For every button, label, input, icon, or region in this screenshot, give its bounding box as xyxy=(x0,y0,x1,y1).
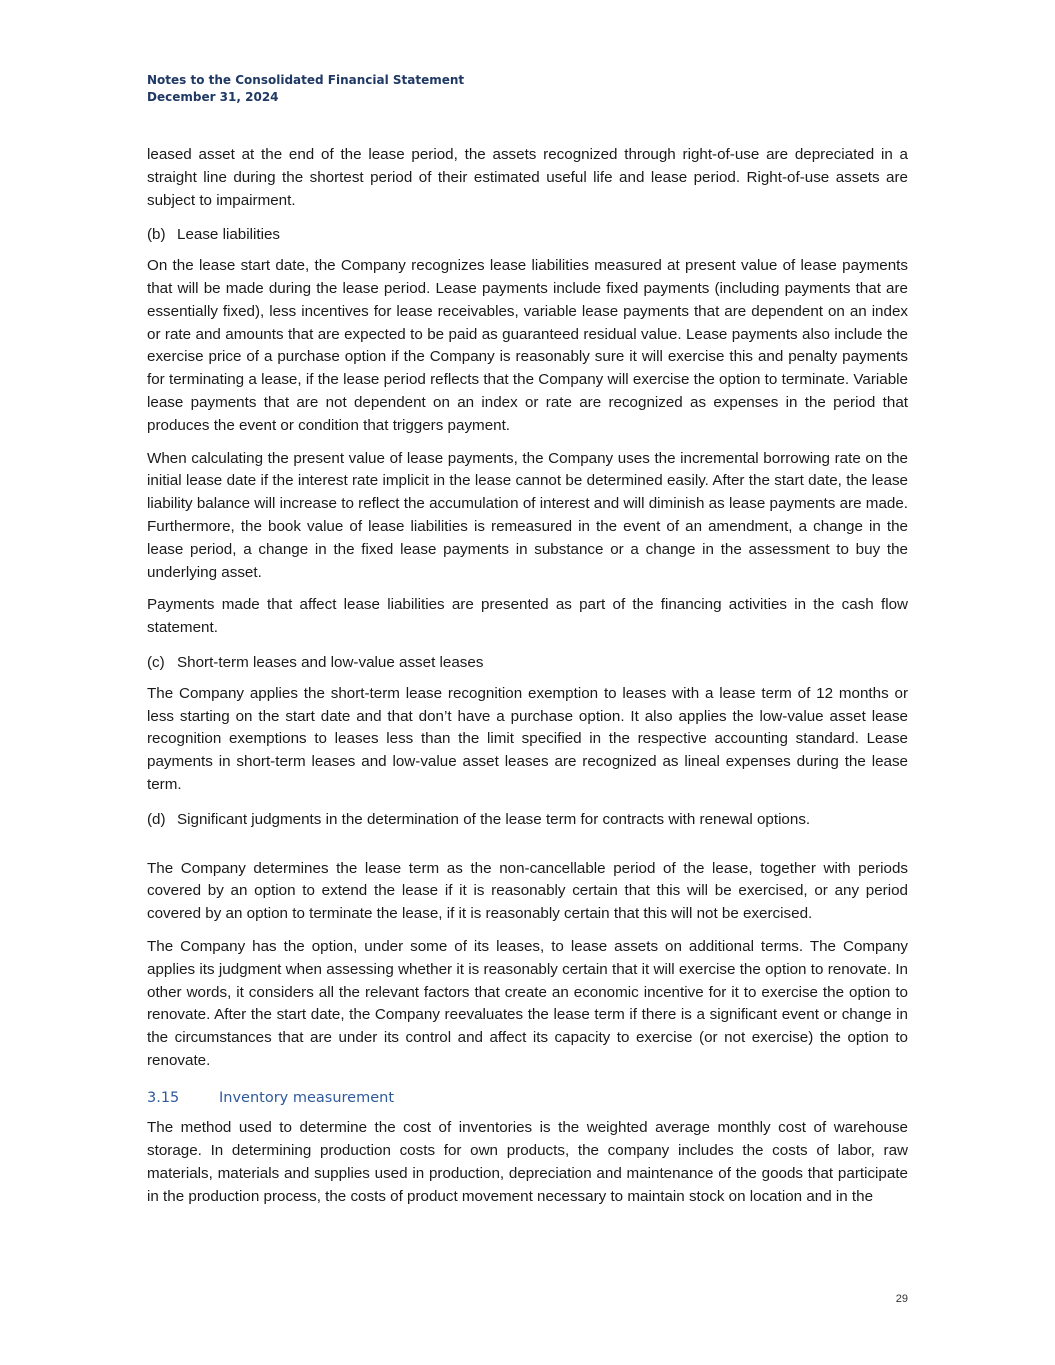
paragraph: On the lease start date, the Company recognizes lease liabilities measured at present value of lease payments that will be made during the lease period. Lease payments include fixed payments (including payments that are essentially fixed), less incentives for lease receivables, variable lease payments that are dependent on an index or rate and amounts that are expected to be paid as guaranteed residual value. Lease payments also include the exercise price of a purchase option if the Company is reasonably sure it will exercise this and penalty payments for terminating a lease, if the lease period reflects that the Company will exercise the option to terminate. Variable lease payments that are not dependent on an index or rate are recognized as expenses in the period that produces the event or condition that triggers payment. xyxy=(147,257,908,434)
page-content xyxy=(147,144,908,1219)
section-number: 3.15 xyxy=(147,1089,180,1106)
subsection-label: (c) xyxy=(147,653,165,671)
subsection-label: (b) xyxy=(147,226,166,244)
section-heading xyxy=(147,1087,908,1110)
paragraph: The method used to determine the cost of inventories is the weighted average monthly cost of warehouse storage. In determining production costs for own products, the company includes the costs of labor, raw materials, materials and supplies used in production, depreciation and maintenance of the goods that participate in the production process, the costs of product movement necessary to maintain stock on location and in the xyxy=(147,1119,908,1205)
paragraph: Payments made that affect lease liabilities are presented as part of the financing activities in the cash flow statement. xyxy=(147,596,908,637)
paragraph: The Company has the option, under some of its leases, to lease assets on additional terms. The Company applies its judgment when assessing whether it is reasonably certain that it will exercise the option to renovate. In other words, it considers all the relevant factors that create an economic incentive for it to exercise the option to renovate. After the start date, the Company reevaluates the lease term if there is a significant event or change in the circumstances that are under its control and affect its capacity to exercise (or not exercise) the option to renovate. xyxy=(147,937,908,1069)
subsection-heading-b xyxy=(147,224,908,247)
subsection-title: Short-term leases and low-value asset leases xyxy=(177,653,484,671)
subsection-title: Lease liabilities xyxy=(177,226,280,244)
subsection-heading-c xyxy=(147,652,908,675)
subsection-title: Significant judgments in the determination of the lease term for contracts with renewal options. xyxy=(177,810,811,828)
header-title: Notes to the Consolidated Financial Statement xyxy=(147,73,465,87)
header-date: December 31, 2024 xyxy=(147,90,279,104)
paragraph: The Company determines the lease term as the non-cancellable period of the lease, together with periods covered by an option to extend the lease if it is reasonably certain that this will be exercised, or any period covered by an option to terminate the lease, if it is reasonably certain that this will not be exercised. xyxy=(147,859,908,923)
page-number: 29 xyxy=(895,1293,908,1305)
subsection-heading-d xyxy=(147,809,908,832)
intro-paragraph: leased asset at the end of the lease period, the assets recognized through right-of-use are depreciated in a straight line during the shortest period of their estimated useful life and lease period. Right-of-use assets are subject to impairment. xyxy=(147,146,908,209)
section-title: Inventory measurement xyxy=(219,1089,395,1106)
paragraph: When calculating the present value of lease payments, the Company uses the incremental borrowing rate on the initial lease date if the interest rate implicit in the lease cannot be determined easily. After the start date, the lease liability balance will increase to reflect the accumulation of interest and will diminish as lease payments are made. Furthermore, the book value of lease liabilities is remeasured in the event of an amendment, a change in the lease period, a change in the fixed lease payments in substance or a change in the assessment to buy the underlying asset. xyxy=(147,449,908,581)
subsection-label: (d) xyxy=(147,810,166,828)
page-header xyxy=(147,72,464,106)
paragraph: The Company applies the short-term lease recognition exemption to leases with a lease term of 12 months or less starting on the start date and that don’t have a purchase option. It also applies the low-value asset lease recognition exemptions to leases less than the limit specified in the respective accounting standard. Lease payments in short-term leases and low-value asset leases are recognized as lineal expenses during the lease term. xyxy=(147,684,908,793)
